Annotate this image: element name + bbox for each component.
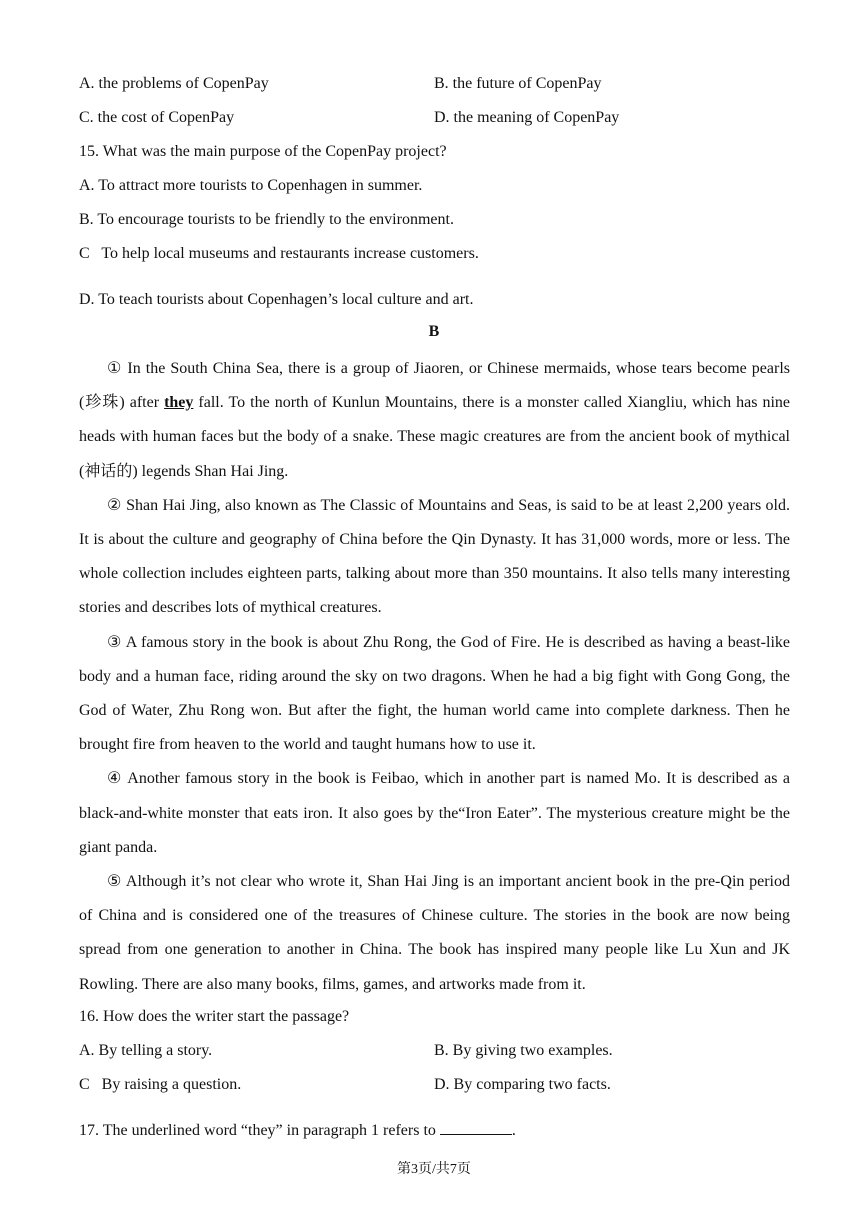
q17-period: .	[511, 1122, 516, 1139]
paragraph-1	[79, 352, 790, 489]
q15-option-d: D. To teach tourists about Copenhagen’s local culture and art.	[79, 291, 474, 308]
q16-option-a: A. By telling a story.	[79, 1042, 213, 1059]
p1-text-start: ① In the South China Sea, there is a group of Jiaoren, or Chinese mermaids, whose tears become pearls (珍珠) after	[79, 360, 790, 412]
q14-option-a: A. the problems of CopenPay	[79, 75, 269, 92]
q15-option-b: B. To encourage tourists to be friendly to the environment.	[79, 211, 454, 228]
paragraph-5: ⑤ Although it’s not clear who wrote it, Shan Hai Jing is an important ancient book in the pre-Qin period of China and is considered one of the treasures of Chinese culture. The stories in the book are now being spread from one generation to another in China. The book has inspired many people like Lu Xun and JK Rowling. There are also many books, films, games, and artworks made from it.	[79, 873, 790, 993]
section-heading: B	[428, 323, 440, 340]
page-footer: 第3页/共7页	[397, 1162, 471, 1177]
p1-text-end: fall. To the north of Kunlun Mountains, there is a monster called Xiangliu, which has nine heads with human faces but the body of a snake. These magic creatures are from the ancient book of mythical (神话的) legends Shan Hai Jing.	[79, 394, 790, 480]
q17-text: 17. The underlined word “they” in paragraph 1 refers to	[79, 1122, 440, 1139]
q15-option-a: A. To attract more tourists to Copenhagen in summer.	[79, 177, 423, 194]
paragraph-4: ④ Another famous story in the book is Feibao, which in another part is named Mo. It is described as a black-and-white monster that eats iron. It also goes by the“Iron Eater”. The mysterious creature might be the giant panda.	[79, 770, 790, 856]
q14-option-d: D. the meaning of CopenPay	[434, 109, 620, 126]
paragraph-2: ② Shan Hai Jing, also known as The Classic of Mountains and Seas, is said to be at least 2,200 years old. It is about the culture and geography of China before the Qin Dynasty. It has 31,000 words, more or less. The whole collection includes eighteen parts, talking about more than 350 mountains. It also tells many interesting stories and describes lots of mythical creatures.	[79, 496, 790, 617]
q16-question: 16. How does the writer start the passage?	[79, 1008, 350, 1025]
reading-passage	[79, 352, 790, 1002]
answer-blank	[440, 1120, 512, 1135]
q16-option-d: D. By comparing two facts.	[434, 1076, 611, 1093]
q14-option-c: C. the cost of CopenPay	[79, 109, 235, 126]
q14-option-b: B. the future of CopenPay	[434, 75, 602, 92]
q16-option-c: C By raising a question.	[79, 1076, 242, 1093]
q17-question	[79, 1120, 516, 1142]
underlined-word: they	[164, 394, 194, 412]
q16-option-b: B. By giving two examples.	[434, 1042, 613, 1059]
q15-option-c: C To help local museums and restaurants increase customers.	[79, 245, 479, 262]
q15-question: 15. What was the main purpose of the CopenPay project?	[79, 143, 447, 160]
paragraph-3: ③ A famous story in the book is about Zhu Rong, the God of Fire. He is described as having a beast-like body and a human face, riding around the sky on two dragons. When he had a big fight with Gong Gong, the God of Water, Zhu Rong won. But after the fight, the human world came into complete darkness. Then he brought fire from heaven to the world and taught humans how to use it.	[79, 633, 790, 754]
